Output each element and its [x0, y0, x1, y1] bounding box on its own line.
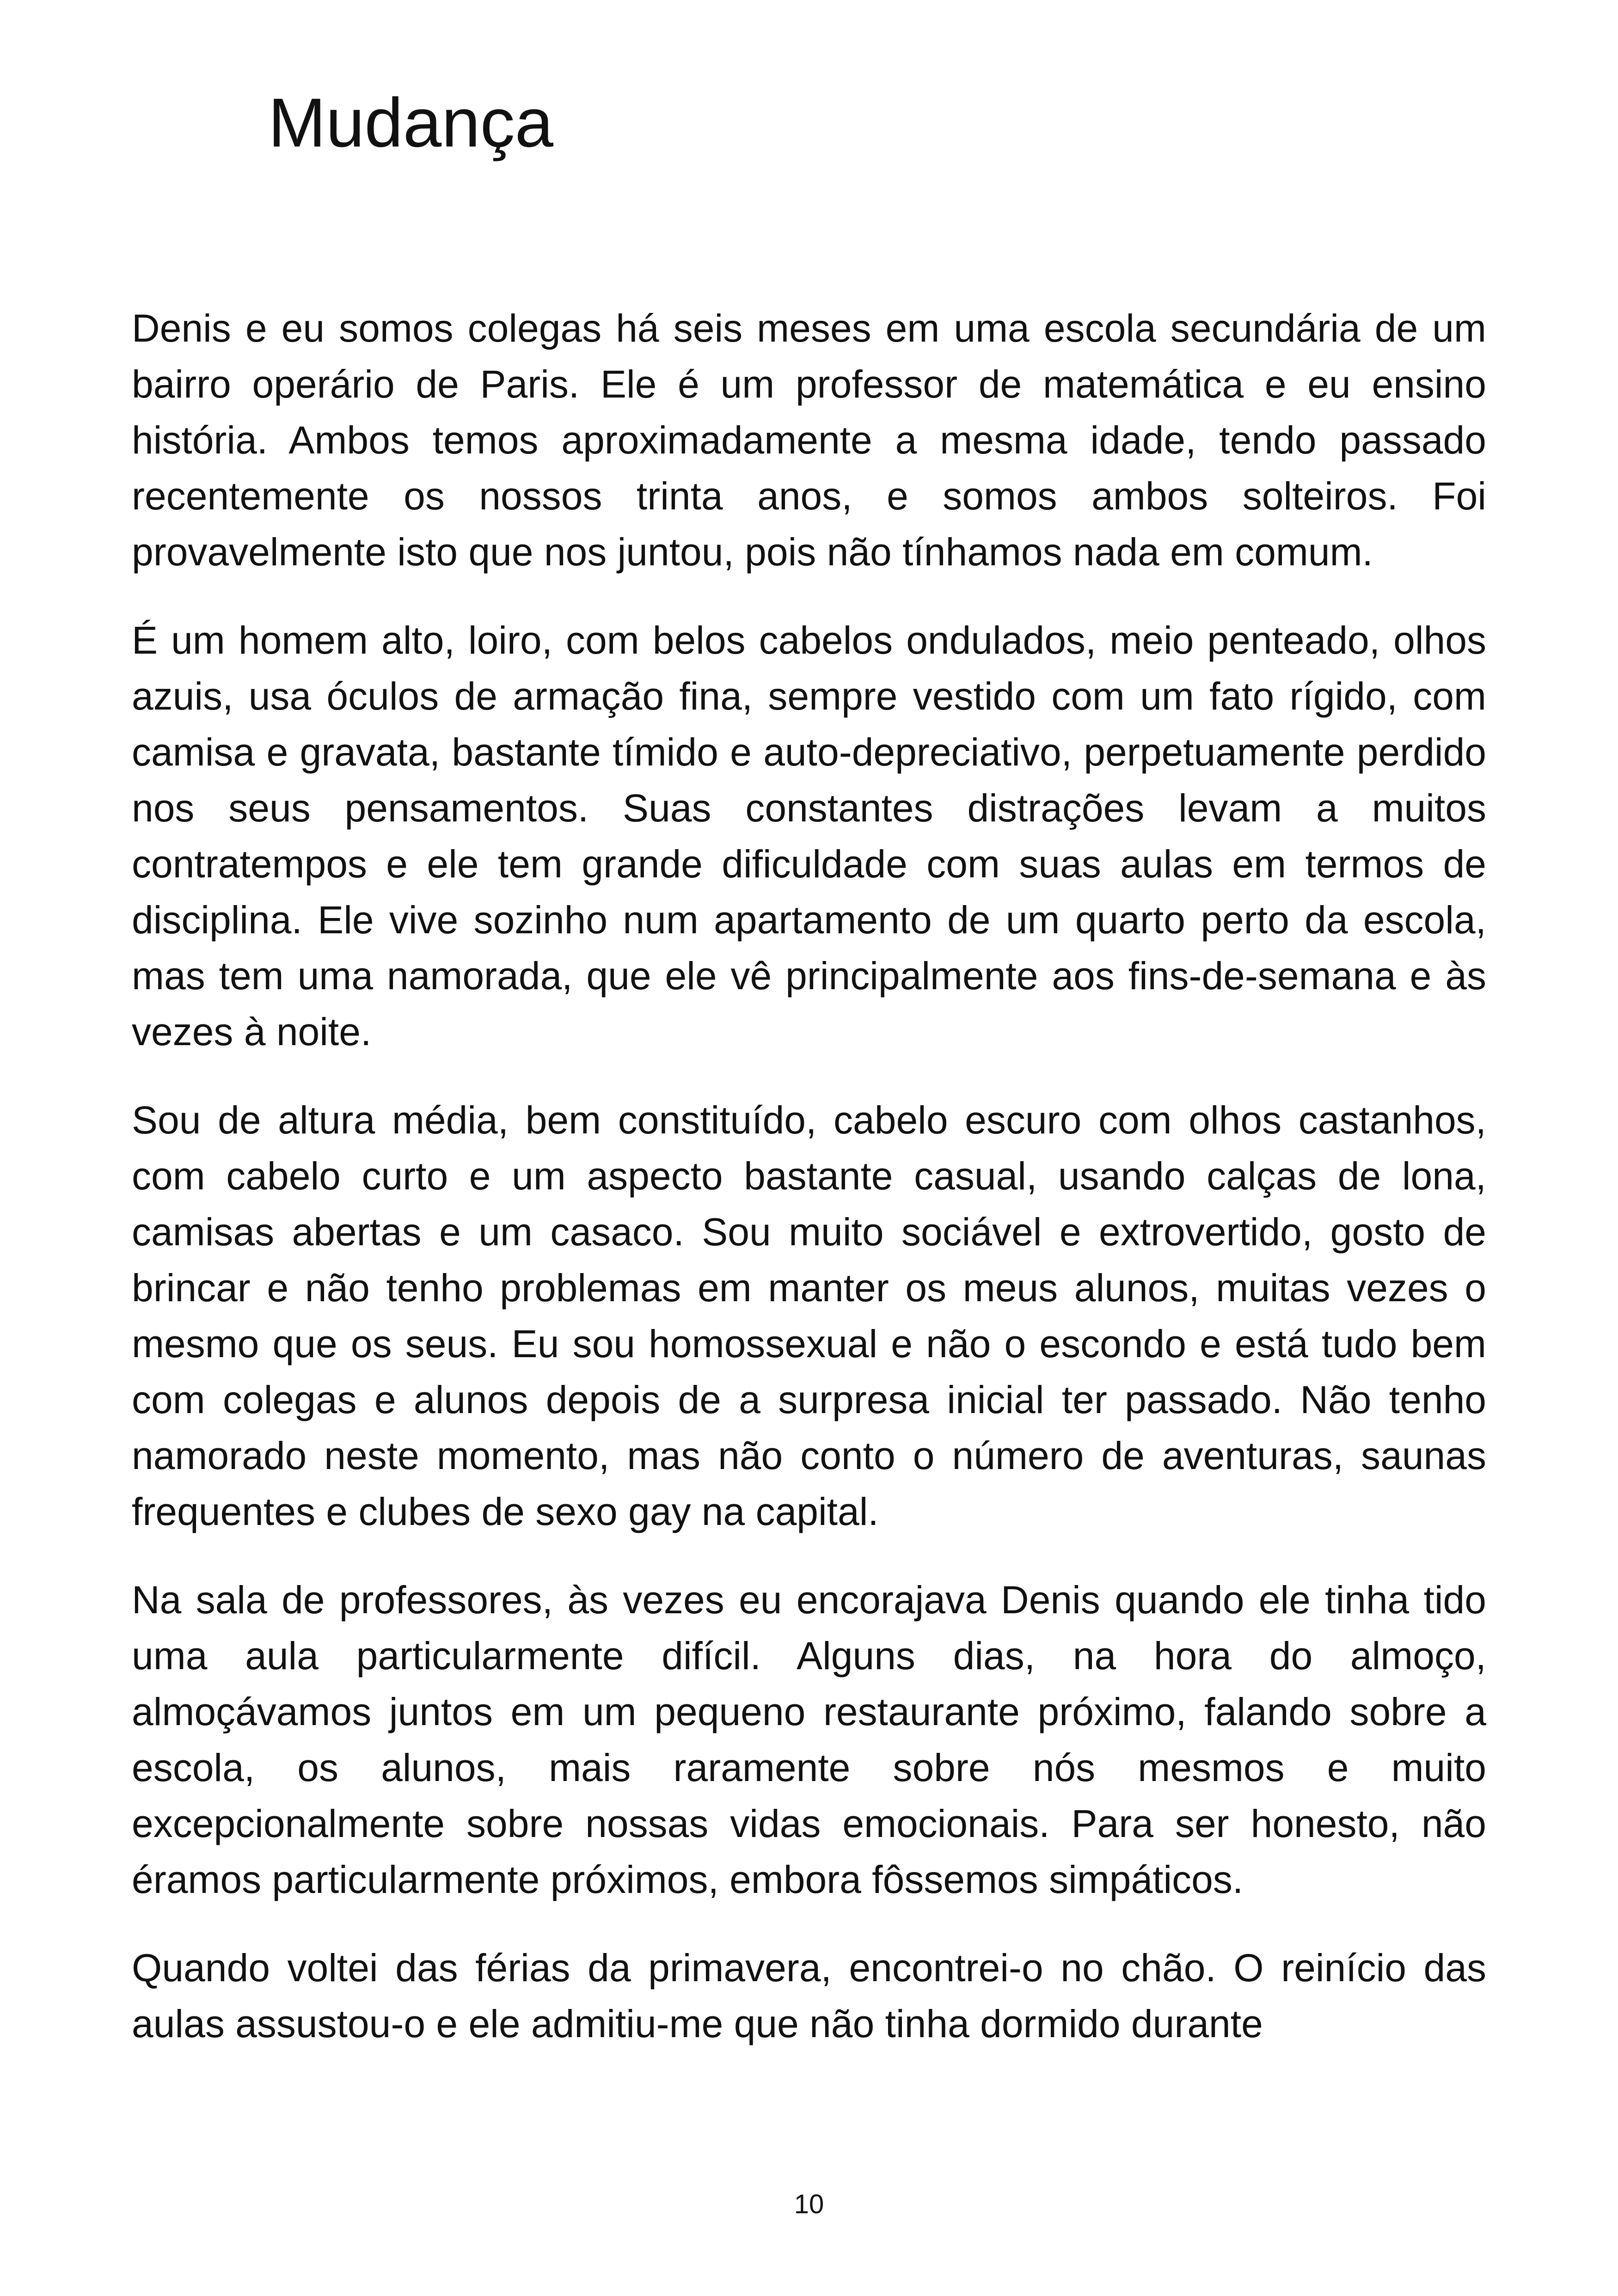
page-number: 10 — [794, 2189, 824, 2219]
paragraph: Denis e eu somos colegas há seis meses em uma escola secundária de um bairro operário de Paris. Ele é um professor de matemática e eu ensino história. Ambos temos aproximadamente a mesma idade, tendo passado recentemente os nossos trinta anos, e somos ambos solteiros. Foi provavelmente isto que nos juntou, pois não tínhamos nada em comum. — [132, 306, 1486, 574]
paragraph: Quando voltei das férias da primavera, encontrei-o no chão. O reinício das aulas assustou-o e ele admitiu-me que não tinha dormido durante — [132, 1946, 1486, 2045]
chapter-title: Mudança — [268, 84, 554, 161]
paragraph: Sou de altura média, bem constituído, cabelo escuro com olhos castanhos, com cabelo curto e um aspecto bastante casual, usando calças de lona, camisas abertas e um casaco. Sou muito sociável e extrovertido, gosto de brincar e não tenho problemas em manter os meus alunos, muitas vezes o mesmo que os seus. Eu sou homossexual e não o escondo e está tudo bem com colegas e alunos depois de a surpresa inicial ter passado. Não tenho namorado neste momento, mas não conto o número de aventuras, saunas frequentes e clubes de sexo gay na capital. — [132, 1098, 1486, 1533]
paragraph: Na sala de professores, às vezes eu encorajava Denis quando ele tinha tido uma aula particularmente difícil. Alguns dias, na hora do almoço, almoçávamos juntos em um pequeno restaurante próximo, falando sobre a escola, os alunos, mais raramente sobre nós mesmos e muito excepcionalmente sobre nossas vidas emocionais. Para ser honesto, não éramos particularmente próximos, embora fôssemos simpáticos. — [132, 1578, 1486, 1901]
paragraph: É um homem alto, loiro, com belos cabelos ondulados, meio penteado, olhos azuis, usa óculos de armação fina, sempre vestido com um fato rígido, com camisa e gravata, bastante tímido e auto-depreciativo, perpetuamente perdido nos seus pensamentos. Suas constantes distrações levam a muitos contratempos e ele tem grande dificuldade com suas aulas em termos de disciplina. Ele vive sozinho num apartamento de um quarto perto da escola, mas tem uma namorada, que ele vê principalmente aos fins-de-semana e às vezes à noite. — [132, 618, 1486, 1053]
body-text — [132, 300, 1486, 2084]
